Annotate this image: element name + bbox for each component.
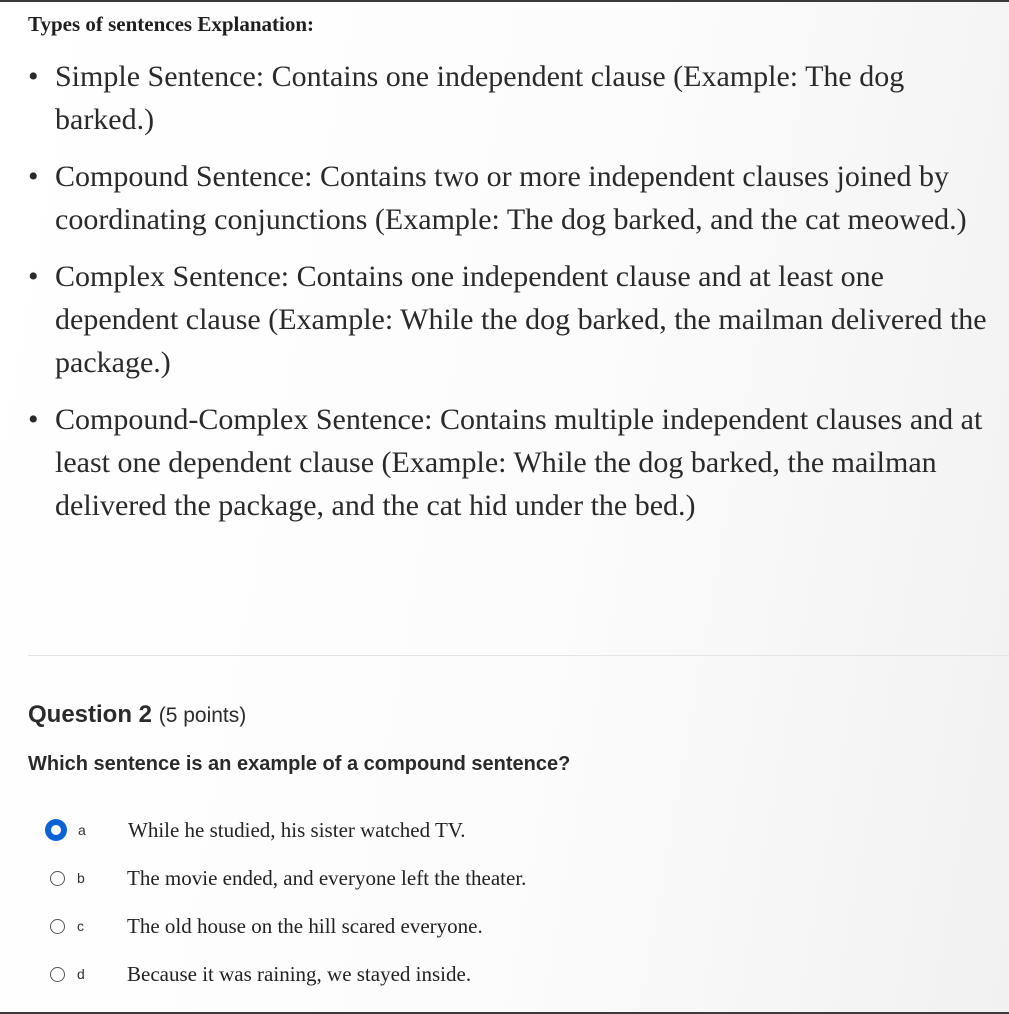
bullet-marker: • — [28, 260, 39, 293]
radio-button[interactable] — [50, 919, 65, 934]
option-letter: a — [78, 822, 86, 838]
option-a[interactable] — [46, 806, 946, 854]
explanation-section — [28, 12, 998, 541]
option-letter: c — [77, 918, 84, 934]
option-b[interactable] — [46, 854, 946, 902]
bullet-marker: • — [28, 60, 39, 93]
bullet-marker: • — [28, 403, 39, 436]
option-c[interactable] — [46, 902, 946, 950]
radio-button-selected[interactable] — [46, 820, 66, 840]
explanation-title: Types of sentences Explanation: — [28, 12, 315, 36]
question-2-block — [28, 698, 988, 986]
top-border — [0, 0, 1009, 2]
option-text: The old house on the hill scared everyone. — [127, 913, 483, 938]
bullet-complex-sentence — [28, 255, 998, 384]
option-d[interactable] — [46, 950, 946, 998]
question-number: Question 2 — [28, 701, 153, 728]
option-text: The movie ended, and everyone left the theater. — [127, 865, 527, 890]
question-points: (5 points) — [158, 704, 247, 727]
answer-options — [46, 806, 946, 998]
section-divider — [28, 655, 1009, 656]
sentence-types-list — [28, 55, 998, 527]
option-letter: d — [77, 966, 85, 982]
bullet-text: Simple Sentence: Contains one independent clause (Example: The dog barked.) — [55, 60, 905, 136]
radio-button[interactable] — [50, 871, 65, 886]
option-letter: b — [77, 870, 85, 886]
question-prompt: Which sentence is an example of a compound sentence? — [28, 753, 571, 775]
bullet-simple-sentence — [28, 55, 998, 141]
bullet-marker: • — [28, 160, 39, 193]
bullet-text: Complex Sentence: Contains one independent clause and at least one dependent clause (Example: While the dog barked, the mailman delivered the package.) — [55, 260, 987, 379]
bullet-text: Compound-Complex Sentence: Contains multiple independent clauses and at least one dependent clause (Example: While the dog barked, the mailman delivered the package, and the cat hid under the bed.) — [55, 403, 983, 522]
option-text: While he studied, his sister watched TV. — [128, 817, 466, 842]
radio-button[interactable] — [50, 967, 65, 982]
bullet-text: Compound Sentence: Contains two or more independent clauses joined by coordinating conjunctions (Example: The dog barked, and the cat meowed.) — [55, 160, 967, 236]
bullet-compound-sentence — [28, 155, 998, 241]
question-header — [28, 698, 988, 732]
option-text: Because it was raining, we stayed inside. — [127, 961, 472, 986]
bullet-compound-complex-sentence — [28, 398, 998, 527]
